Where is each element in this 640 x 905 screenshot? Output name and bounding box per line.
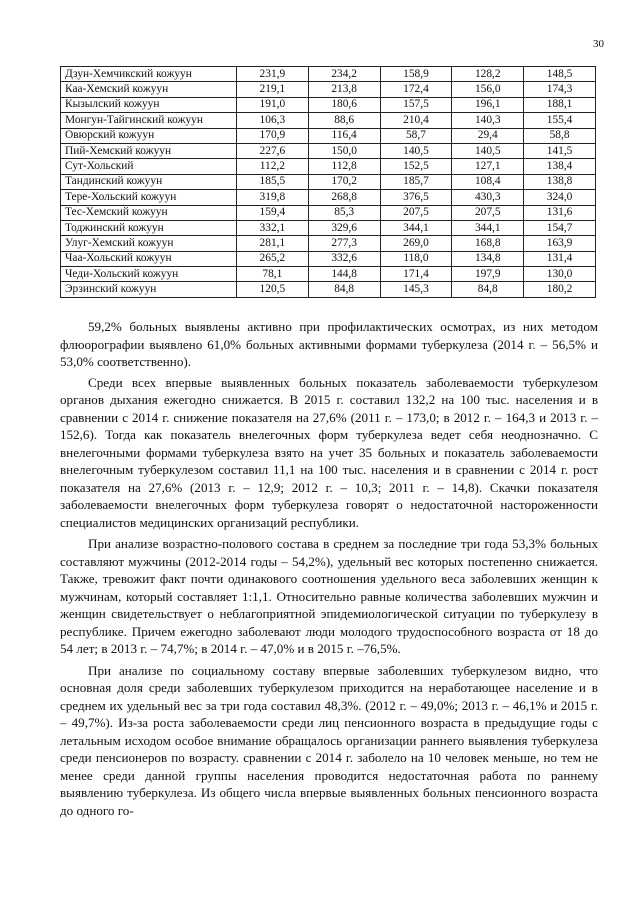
value-cell: 210,4 — [380, 113, 452, 128]
table-row — [61, 128, 596, 143]
body-text — [60, 318, 598, 823]
district-name-cell: Чаа-Хольский кожуун — [61, 251, 237, 266]
value-cell: 324,0 — [524, 190, 596, 205]
district-name-cell: Тоджинский кожуун — [61, 220, 237, 235]
value-cell: 141,5 — [524, 143, 596, 158]
value-cell: 163,9 — [524, 236, 596, 251]
value-cell: 376,5 — [380, 190, 452, 205]
table-row — [61, 97, 596, 112]
table-row — [61, 82, 596, 97]
district-name-cell: Монгун-Тайгинский кожуун — [61, 113, 237, 128]
value-cell: 172,4 — [380, 82, 452, 97]
district-name-cell: Чеди-Хольский кожуун — [61, 267, 237, 282]
value-cell: 180,2 — [524, 282, 596, 297]
district-name-cell: Тандинский кожуун — [61, 174, 237, 189]
value-cell: 138,8 — [524, 174, 596, 189]
table-row — [61, 236, 596, 251]
value-cell: 281,1 — [236, 236, 308, 251]
value-cell: 157,5 — [380, 97, 452, 112]
value-cell: 131,6 — [524, 205, 596, 220]
value-cell: 168,8 — [452, 236, 524, 251]
value-cell: 140,5 — [452, 143, 524, 158]
value-cell: 148,5 — [524, 67, 596, 82]
table-row — [61, 205, 596, 220]
value-cell: 197,9 — [452, 267, 524, 282]
table-row — [61, 282, 596, 297]
value-cell: 138,4 — [524, 159, 596, 174]
value-cell: 213,8 — [308, 82, 380, 97]
value-cell: 85,3 — [308, 205, 380, 220]
table-row — [61, 143, 596, 158]
table-row — [61, 174, 596, 189]
value-cell: 150,0 — [308, 143, 380, 158]
paragraph-1: 59,2% больных выявлены активно при профилактических осмотрах, из них методом флюорографии выявлено 61,0% больных активными формами туберкулеза (2014 г. – 56,5% и 53,0% соответственно). — [60, 319, 598, 369]
district-name-cell: Тес-Хемский кожуун — [61, 205, 237, 220]
table-row — [61, 220, 596, 235]
value-cell: 58,8 — [524, 128, 596, 143]
value-cell: 120,5 — [236, 282, 308, 297]
value-cell: 170,2 — [308, 174, 380, 189]
value-cell: 219,1 — [236, 82, 308, 97]
value-cell: 265,2 — [236, 251, 308, 266]
table-row — [61, 113, 596, 128]
paragraph-2: Среди всех впервые выявленных больных показатель заболеваемости туберкулезом органов дыхания ежегодно снижается. В 2015 г. составил 132,2 на 100 тыс. населения и в сравнении с 2014 г. снижение показателя на 27,6% (2011 г. – 173,0; в 2012 г. – 164,3 и 2013 г. – 152,6). Тогда как показатель внелегочных форм туберкулеза ведет себя неоднозначно. С внелегочными формами туберкулеза взято на учет 35 больных и показатель заболеваемости внелегочным туберкулезом составил 11,1 на 100 тыс. населения и в сравнении с 2014 г. рост показателя на 27,6% (2013 г. – 12,9; 2012 г. – 10,3; 2011 г. – 14,8). Скачки показателя заболеваемости внелегочных форм туберкулеза говорят о недостаточной настороженности специалистов медицинских организаций республики. — [60, 374, 598, 530]
value-cell: 88,6 — [308, 113, 380, 128]
value-cell: 84,8 — [308, 282, 380, 297]
value-cell: 319,8 — [236, 190, 308, 205]
value-cell: 234,2 — [308, 67, 380, 82]
value-cell: 127,1 — [452, 159, 524, 174]
district-name-cell: Пий-Хемский кожуун — [61, 143, 237, 158]
value-cell: 158,9 — [380, 67, 452, 82]
value-cell: 118,0 — [380, 251, 452, 266]
value-cell: 430,3 — [452, 190, 524, 205]
value-cell: 106,3 — [236, 113, 308, 128]
value-cell: 84,8 — [452, 282, 524, 297]
value-cell: 144,8 — [308, 267, 380, 282]
value-cell: 180,6 — [308, 97, 380, 112]
value-cell: 185,5 — [236, 174, 308, 189]
value-cell: 58,7 — [380, 128, 452, 143]
value-cell: 128,2 — [452, 67, 524, 82]
value-cell: 145,3 — [380, 282, 452, 297]
value-cell: 191,0 — [236, 97, 308, 112]
value-cell: 344,1 — [380, 220, 452, 235]
table-row — [61, 67, 596, 82]
value-cell: 152,5 — [380, 159, 452, 174]
value-cell: 207,5 — [452, 205, 524, 220]
table-row — [61, 251, 596, 266]
district-name-cell: Сут-Хольский — [61, 159, 237, 174]
district-name-cell: Кызылский кожуун — [61, 97, 237, 112]
value-cell: 170,9 — [236, 128, 308, 143]
value-cell: 332,6 — [308, 251, 380, 266]
value-cell: 156,0 — [452, 82, 524, 97]
value-cell: 207,5 — [380, 205, 452, 220]
value-cell: 140,5 — [380, 143, 452, 158]
value-cell: 108,4 — [452, 174, 524, 189]
district-name-cell: Каа-Хемский кожуун — [61, 82, 237, 97]
value-cell: 277,3 — [308, 236, 380, 251]
value-cell: 155,4 — [524, 113, 596, 128]
district-name-cell: Дзун-Хемчикский кожуун — [61, 67, 237, 82]
value-cell: 171,4 — [380, 267, 452, 282]
table-row — [61, 267, 596, 282]
value-cell: 227,6 — [236, 143, 308, 158]
district-name-cell: Улуг-Хемский кожуун — [61, 236, 237, 251]
value-cell: 332,1 — [236, 220, 308, 235]
value-cell: 329,6 — [308, 220, 380, 235]
value-cell: 130,0 — [524, 267, 596, 282]
value-cell: 29,4 — [452, 128, 524, 143]
value-cell: 131,4 — [524, 251, 596, 266]
value-cell: 188,1 — [524, 97, 596, 112]
value-cell: 140,3 — [452, 113, 524, 128]
value-cell: 174,3 — [524, 82, 596, 97]
value-cell: 185,7 — [380, 174, 452, 189]
value-cell: 269,0 — [380, 236, 452, 251]
value-cell: 159,4 — [236, 205, 308, 220]
value-cell: 116,4 — [308, 128, 380, 143]
district-name-cell: Эрзинский кожуун — [61, 282, 237, 297]
value-cell: 78,1 — [236, 267, 308, 282]
value-cell: 196,1 — [452, 97, 524, 112]
table-row — [61, 190, 596, 205]
district-name-cell: Тере-Хольский кожуун — [61, 190, 237, 205]
value-cell: 112,2 — [236, 159, 308, 174]
value-cell: 154,7 — [524, 220, 596, 235]
table-row — [61, 159, 596, 174]
value-cell: 268,8 — [308, 190, 380, 205]
value-cell: 134,8 — [452, 251, 524, 266]
paragraph-3: При анализе возрастно-полового состава в среднем за последние три года 53,3% больных составляют мужчины (2012-2014 годы – 54,2%), удельный вес которых постепенно снижается. Также, тревожит факт почти одинакового соотношения удельного веса заболевших женщин к мужчинам, который составляет 1:1,1. Относительно равные количества заболевших мужчин и женщин свидетельствует о неблагоприятной эпидемиологической ситуации по туберкулезу в республике. Причем ежегодно заболевают люди молодого трудоспособного возраста от 18 до 54 лет; в 2013 г. – 74,7%; в 2014 г. – 47,0% и в 2015 г. –76,5%. — [60, 536, 598, 656]
value-cell: 344,1 — [452, 220, 524, 235]
value-cell: 112,8 — [308, 159, 380, 174]
paragraph-4: При анализе по социальному составу впервые заболевших туберкулезом видно, что основная доля среди заболевших туберкулезом приходится на неработающее население и в среднем их удельный вес за три года составил 48,3%. (2012 г. – 49,0%; 2013 г. – 46,1% и 2015 г. – 49,7%). Из-за роста заболеваемости среди лиц пенсионного возраста в предыдущие годы с летальным исходом особое внимание обращалось организации раннего выявления туберкулеза среди пенсионеров по возрасту. сравнении с 2014 г. заболело на 10 человек меньше, но тем не менее среди данной группы населения проводится недостаточная работа по раннему выявлению туберкулеза. Из общего числа впервые выявленных больных пенсионного возраста до одного го- — [60, 662, 598, 818]
incidence-table — [60, 66, 596, 298]
value-cell: 231,9 — [236, 67, 308, 82]
page-number: 30 — [593, 38, 604, 50]
district-name-cell: Овюрский кожуун — [61, 128, 237, 143]
